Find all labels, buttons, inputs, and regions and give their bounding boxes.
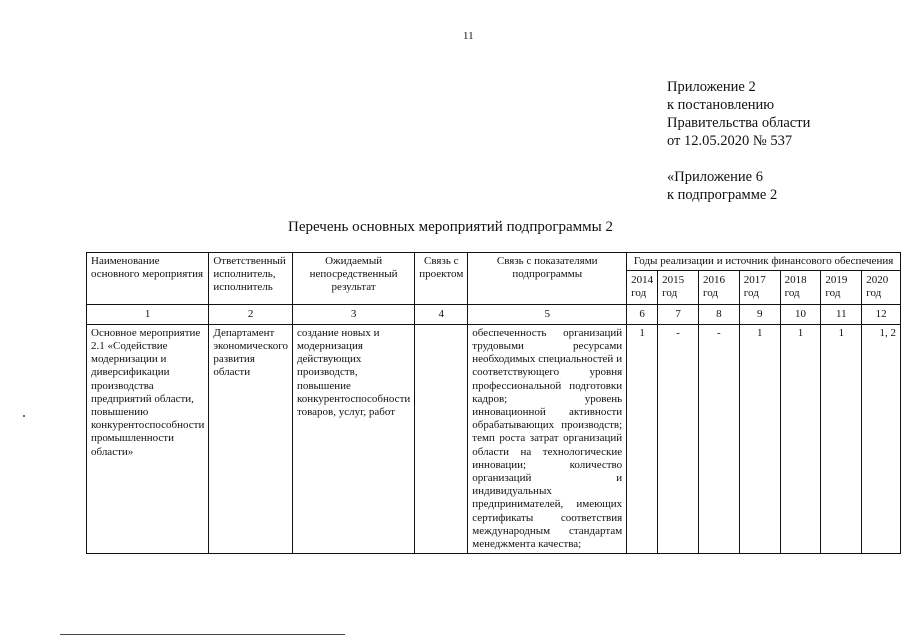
year-cell: 2016 год xyxy=(698,271,739,304)
column-number: 7 xyxy=(658,304,699,324)
column-number: 5 xyxy=(468,304,627,324)
year-value-cell: 1 xyxy=(739,324,780,553)
column-number: 4 xyxy=(415,304,468,324)
column-number: 2 xyxy=(209,304,293,324)
year-cell: 2019 год xyxy=(821,271,862,304)
executor-cell: Департамент экономического развития области xyxy=(209,324,293,553)
column-number: 1 xyxy=(87,304,209,324)
year-cell: 2017 год xyxy=(739,271,780,304)
year-cell: 2018 год xyxy=(780,271,821,304)
page-number: 11 xyxy=(463,30,474,42)
project-link-cell xyxy=(415,324,468,553)
header-cell-result: Ожидаемый непосредственный результат xyxy=(292,253,414,305)
result-cell: создание новых и модернизация действующих производств, повышение конкурентоспособности товаров, услуг, работ xyxy=(292,324,414,553)
year-cell: 2020 год xyxy=(862,271,901,304)
header-line: от 12.05.2020 № 537 xyxy=(667,133,793,149)
column-number: 11 xyxy=(821,304,862,324)
appendix-header xyxy=(667,78,810,204)
year-value-cell: 1 xyxy=(627,324,658,553)
header-line: к постановлению xyxy=(667,97,775,113)
year-value-cell: 1, 2 xyxy=(862,324,901,553)
header-line: «Приложение 6 xyxy=(667,169,763,185)
header-cell-name: Наименование основного мероприятия xyxy=(87,253,209,305)
column-number: 10 xyxy=(780,304,821,324)
header-line: Приложение 2 xyxy=(667,79,756,95)
indicators-cell: обеспеченность организаций трудовыми ресурсами необходимых специальностей и соответствующего уровня профессиональной подготовки кадров; уровень инновационной активности обрабатывающих производств; темп роста затрат организаций области на технологические инновации; количество организаций и индивидуальных предпринимателей, имеющих сертификаты соответствия международным стандартам менеджмента качества; xyxy=(468,324,627,553)
header-cell-years-group: Годы реализации и источник финансового обеспечения xyxy=(627,253,901,271)
document-title: Перечень основных мероприятий подпрограммы 2 xyxy=(288,219,613,235)
year-value-cell: - xyxy=(698,324,739,553)
column-number: 12 xyxy=(862,304,901,324)
column-number: 6 xyxy=(627,304,658,324)
header-spacer xyxy=(667,150,810,168)
header-cell-indicators: Связь с показателями подпрограммы xyxy=(468,253,627,305)
activity-name-cell: Основное мероприятие 2.1 «Содействие модернизации и диверсификации производства предприятий области, повышению конкурентоспособности промышленности области» xyxy=(87,324,209,553)
header-line: Правительства области xyxy=(667,115,811,131)
header-cell-executor: Ответственный исполнитель, исполнитель xyxy=(209,253,293,305)
year-cell: 2014 год xyxy=(627,271,658,304)
year-value-cell: 1 xyxy=(821,324,862,553)
header-cell-project: Связь с проектом xyxy=(415,253,468,305)
year-value-cell: - xyxy=(658,324,699,553)
header-line: к подпрограмме 2 xyxy=(667,187,778,203)
column-number: 9 xyxy=(739,304,780,324)
table-header-row xyxy=(87,253,901,271)
year-cell: 2015 год xyxy=(658,271,699,304)
scan-artifact xyxy=(23,415,25,417)
table-row xyxy=(87,324,901,553)
column-number: 3 xyxy=(292,304,414,324)
activities-table xyxy=(86,252,901,554)
column-number-row xyxy=(87,304,901,324)
column-number: 8 xyxy=(698,304,739,324)
footnote-rule xyxy=(60,634,345,635)
year-value-cell: 1 xyxy=(780,324,821,553)
